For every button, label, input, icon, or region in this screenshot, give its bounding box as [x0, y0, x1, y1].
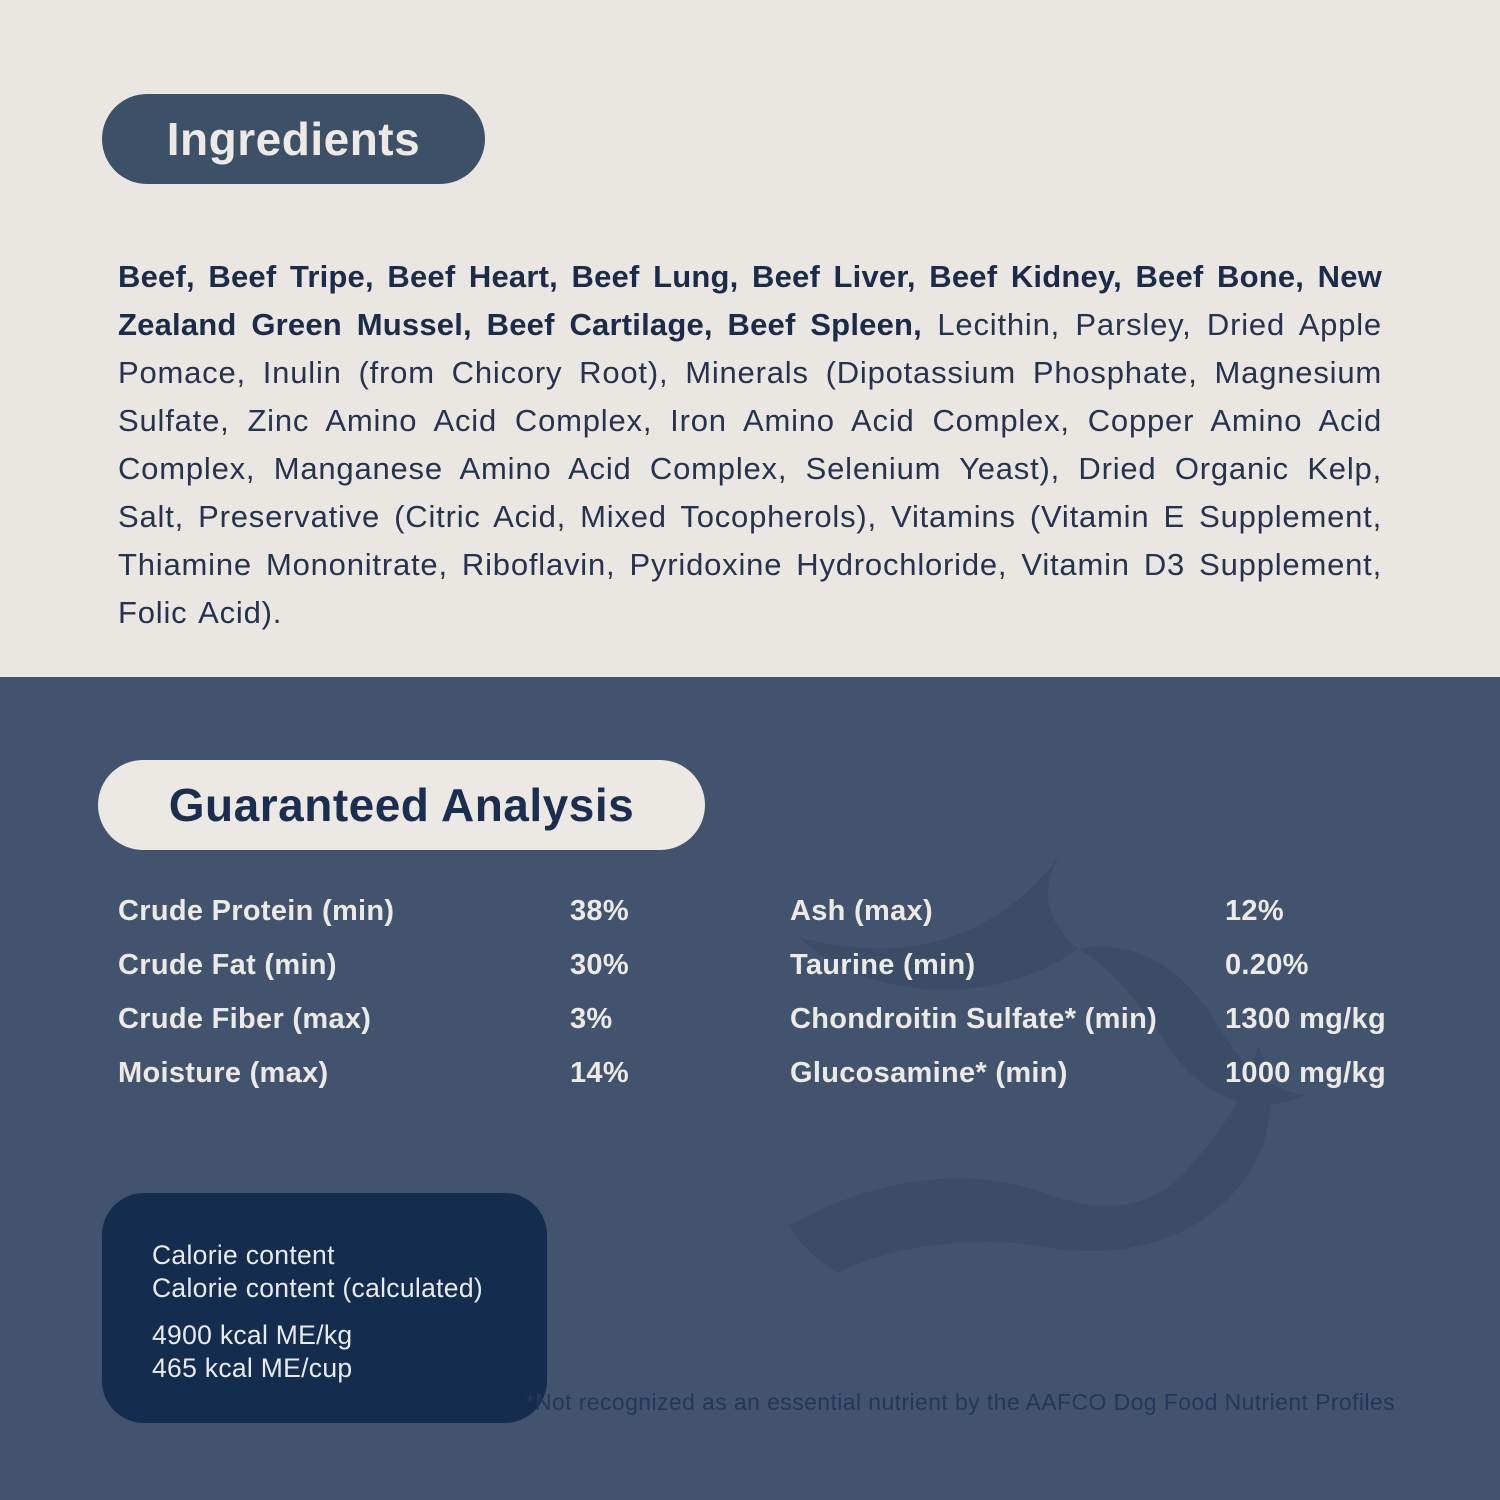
calorie-value-kg: 4900 kcal ME/kg [152, 1320, 353, 1350]
table-row [790, 884, 1430, 938]
nutrient-label: Crude Fat (min) [118, 948, 337, 981]
ingredients-heading-pill [102, 94, 485, 184]
nutrient-value: 12% [1225, 894, 1284, 927]
analysis-table-right [790, 884, 1430, 1100]
nutrient-label: Glucosamine* (min) [790, 1056, 1068, 1089]
table-row [118, 884, 758, 938]
nutrient-value: 0.20% [1225, 948, 1309, 981]
ingredients-heading: Ingredients [166, 113, 421, 165]
nutrient-value: 30% [570, 948, 629, 981]
nutrient-value: 1000 mg/kg [1225, 1056, 1386, 1089]
analysis-table-left [118, 884, 758, 1100]
table-row [790, 938, 1430, 992]
ingredients-secondary-list: Lecithin, Parsley, Dried Apple Pomace, Inulin (from Chicory Root), Minerals (Dipotassium Phosphate, Magnesium Sulfate, Zinc Amino Acid Complex, Iron Amino Acid Complex, Copper Amino Acid Complex, Manganese Amino Acid Complex, Selenium Yeast), Dried Organic Kelp, Salt, Preservative (Citric Acid, Mixed Tocopherols), Vitamins (Vitamin E Supplement, Thiamine Mononitrate, Riboflavin, Pyridoxine Hydrochloride, Vitamin D3 Supplement, Folic Acid). [118, 307, 1382, 630]
guaranteed-analysis-section [0, 677, 1500, 1500]
ingredients-paragraph [118, 253, 1382, 637]
nutrient-label: Ash (max) [790, 894, 933, 927]
table-row [790, 1046, 1430, 1100]
ingredients-section [0, 0, 1500, 677]
calorie-content-line: Calorie content (calculated) [152, 1273, 483, 1303]
nutrient-value: 1300 mg/kg [1225, 1002, 1386, 1035]
table-row [118, 992, 758, 1046]
aafco-footnote: *Not recognized as an essential nutrient by the AAFCO Dog Food Nutrient Profiles [525, 1389, 1395, 1415]
nutrient-label: Chondroitin Sulfate* (min) [790, 1002, 1158, 1035]
nutrient-label: Moisture (max) [118, 1056, 329, 1089]
nutrient-value: 38% [570, 894, 629, 927]
nutrient-label: Crude Fiber (max) [118, 1002, 372, 1035]
calorie-content-line: Calorie content [152, 1240, 335, 1270]
calorie-content-box [102, 1193, 547, 1423]
table-row [118, 1046, 758, 1100]
nutrient-value: 3% [570, 1002, 613, 1035]
guaranteed-analysis-heading: Guaranteed Analysis [168, 779, 635, 831]
table-row [790, 992, 1430, 1046]
ingredients-primary-list: Beef, Beef Tripe, Beef Heart, Beef Lung, Beef Liver, Beef Kidney, Beef Bone, New Zealand Green Mussel, Beef Cartilage, Beef Spleen, [118, 259, 1382, 342]
table-row [118, 938, 758, 992]
nutrient-label: Crude Protein (min) [118, 894, 395, 927]
nutrient-label: Taurine (min) [790, 948, 976, 981]
nutrient-value: 14% [570, 1056, 629, 1089]
guaranteed-analysis-heading-pill [98, 760, 705, 850]
calorie-value-cup: 465 kcal ME/cup [152, 1353, 353, 1383]
